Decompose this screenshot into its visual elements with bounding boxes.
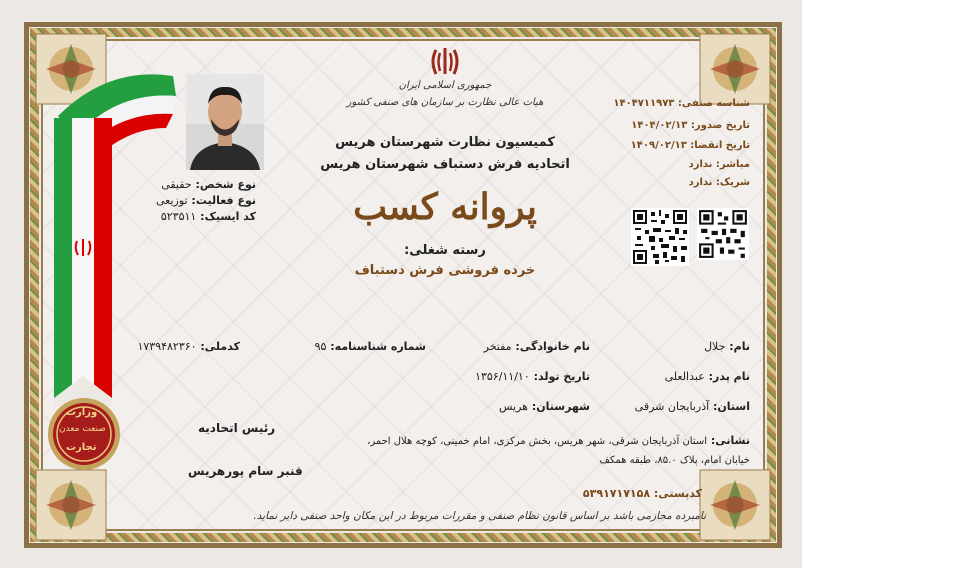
license-title: پروانه کسب <box>353 186 537 228</box>
category-label: رسته شغلی: <box>404 243 486 258</box>
address: نشانی: استان آذربایجان شرقی، شهر هریس، بخش مرکزی، امام خمینی، کوچه هلال احمر، <box>367 434 750 447</box>
manager: مباشر: ندارد <box>688 159 750 170</box>
father-name: نام پدر: عبدالعلی <box>664 370 750 383</box>
signature-role: رئیس اتحادیه <box>198 421 276 435</box>
isic-code: کد ایسیک: ۵۲۳۵۱۱ <box>160 210 256 223</box>
flag-ribbon-icon <box>48 66 178 406</box>
iran-emblem-icon <box>428 44 462 78</box>
last-name: نام خانوادگی: مفتخر <box>483 340 590 353</box>
qr-code-icon[interactable] <box>631 208 689 266</box>
footer-note: نامبرده مجازمی باشد بر اساس قانون نظام صنفی و مقررات مربوط در این مکان واحد صنفی دایر نماید. <box>253 510 706 522</box>
first-name: نام: جلال <box>704 340 750 353</box>
province: استان: آذربایجان شرقی <box>634 400 750 413</box>
commission-name: کمیسیون نظارت شهرستان هریس <box>335 135 555 150</box>
corner-ornament-icon <box>698 468 772 542</box>
activity-type: نوع فعالیت: توزیعی <box>155 194 256 207</box>
owner-photo <box>186 74 264 170</box>
seal-text-top: وزارت <box>66 407 98 418</box>
corner-ornament-icon <box>34 468 108 542</box>
header-line1: جمهوری اسلامی ایران <box>398 80 492 91</box>
issue-date: تاریخ صدور: ۱۴۰۴/۰۲/۱۳ <box>631 120 750 131</box>
seal-text-bottom: تجارت <box>66 442 97 453</box>
birth-date: تاریخ تولد: ۱۳۵۶/۱۱/۱۰ <box>475 370 590 383</box>
id-number: شماره شناسنامه: ۹۵ <box>314 340 426 353</box>
person-type: نوع شخص: حقیقی <box>161 178 256 191</box>
qr-code-icon[interactable] <box>697 208 749 260</box>
national-code: کدملی: ۱۷۳۹۴۸۲۳۶۰ <box>137 340 240 353</box>
signature-name: قنبر سام پورهریس <box>188 464 303 478</box>
union-name: اتحادیه فرش دستباف شهرستان هریس <box>320 157 570 172</box>
expiry-date: تاریخ انقضا: ۱۴۰۹/۰۲/۱۳ <box>630 140 750 151</box>
city: شهرستان: هریس <box>499 400 590 413</box>
category-value: خرده فروشی فرش دستباف <box>354 263 536 278</box>
header-line2: هیات عالی نظارت بر سازمان های صنفی کشور <box>346 97 544 108</box>
postal-code: کدپستی: ۵۳۹۱۷۱۷۱۵۸ <box>582 487 702 500</box>
partner: شریک: ندارد <box>688 177 750 188</box>
seal-text-mid: صنعت معدن <box>59 424 106 434</box>
address-line2: خیابان امام، پلاک ۸۵.۰، طبقه همکف <box>599 455 750 466</box>
corner-ornament-icon <box>698 32 772 106</box>
guild-id: شناسه صنفی: ۱۴۰۴۷۱۱۹۷۳ <box>613 98 750 109</box>
